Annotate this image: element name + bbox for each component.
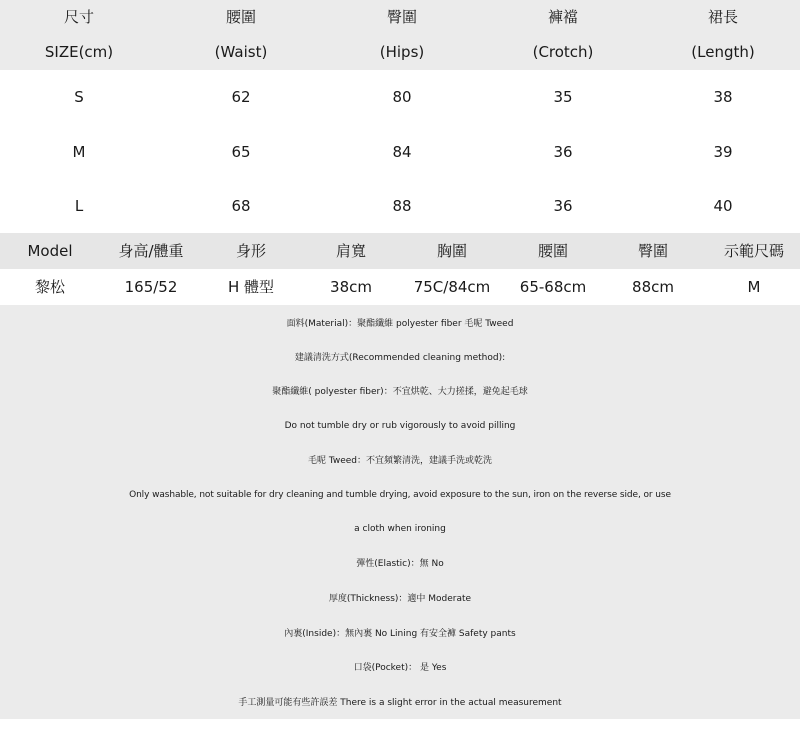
demo-size-col-header: 示範尺碼 xyxy=(723,242,785,260)
measurement-error-note: 手工測量可能有些許誤差 There is a slight error in the actual measurement xyxy=(238,698,562,708)
crotch-cell: 35 xyxy=(553,88,573,106)
hips-col-header-en: (Hips) xyxy=(379,43,425,61)
lining-line: 內裏(Inside)：無內裏 No Lining 有安全褲 Safety pants xyxy=(284,629,516,639)
size-col-header-en: SIZE(cm) xyxy=(44,43,114,61)
length-cell: 38 xyxy=(713,88,733,106)
waist-col-header-en: (Waist) xyxy=(214,43,268,61)
size-header-zh-row xyxy=(0,0,800,35)
crotch-cell: 36 xyxy=(553,197,573,215)
model-col-header: Model xyxy=(27,242,73,260)
hips-cell: 84 xyxy=(392,143,412,161)
size-header-en-row xyxy=(0,35,800,70)
size-table-body xyxy=(0,70,800,233)
washing-note-line-cont: a cloth when ironing xyxy=(354,524,446,534)
crotch-col-header: 褲襠 xyxy=(547,8,579,26)
cleaning-method-title: 建議清洗方式(Recommended cleaning method): xyxy=(294,353,506,363)
model-table-row xyxy=(0,269,800,305)
table-row xyxy=(0,70,800,124)
size-cell: S xyxy=(74,88,84,106)
length-col-header: 裙長 xyxy=(707,8,739,26)
hips-col-header: 臀圍 xyxy=(637,242,669,260)
length-cell: 40 xyxy=(713,197,733,215)
model-table-header xyxy=(0,233,800,269)
model-name-cell: 黎松 xyxy=(34,278,66,296)
material-line: 面料(Material)：聚酯纖維 polyester fiber 毛呢 Tweed xyxy=(286,319,514,329)
demo-size-cell: M xyxy=(747,278,761,296)
washing-note-line: Only washable, not suitable for dry cleaning and tumble drying, avoid exposure to the sun, iron on the reverse side, or use xyxy=(129,490,671,500)
hips-cell: 80 xyxy=(392,88,412,106)
length-cell: 39 xyxy=(713,143,733,161)
elastic-line: 彈性(Elastic)：無 No xyxy=(356,559,444,569)
waist-cell: 68 xyxy=(231,197,251,215)
hips-cell: 88cm xyxy=(632,278,674,296)
hips-cell: 88 xyxy=(392,197,412,215)
pocket-line: 口袋(Pocket)： 是 Yes xyxy=(353,663,447,673)
hips-col-header: 臀圍 xyxy=(386,8,418,26)
waist-cell: 65 xyxy=(231,143,251,161)
body-shape-col-header: 身形 xyxy=(235,242,267,260)
size-col-header: 尺寸 xyxy=(63,8,95,26)
shoulder-cell: 38cm xyxy=(330,278,372,296)
height-weight-col-header: 身高/體重 xyxy=(118,242,184,260)
product-info-block xyxy=(0,305,800,719)
shoulder-col-header: 肩寬 xyxy=(335,242,367,260)
tweed-care-line: 毛呢 Tweed：不宜頻繁清洗，建議手洗或乾洗 xyxy=(307,456,493,466)
height-weight-cell: 165/52 xyxy=(124,278,178,296)
polyester-care-en-line: Do not tumble dry or rub vigorously to avoid pilling xyxy=(284,421,516,431)
size-cell: M xyxy=(72,143,86,161)
waist-col-header: 腰圍 xyxy=(225,8,257,26)
crotch-col-header-en: (Crotch) xyxy=(532,43,594,61)
table-row xyxy=(0,125,800,179)
polyester-care-line: 聚酯纖維( polyester fiber)：不宜烘乾、大力搓揉，避免起毛球 xyxy=(272,387,528,397)
bust-cell: 75C/84cm xyxy=(413,278,491,296)
waist-cell: 62 xyxy=(231,88,251,106)
waist-cell: 65-68cm xyxy=(519,278,587,296)
thickness-line: 厚度(Thickness)：適中 Moderate xyxy=(328,594,472,604)
size-table-header xyxy=(0,0,800,70)
size-cell: L xyxy=(74,197,84,215)
length-col-header-en: (Length) xyxy=(691,43,755,61)
table-row xyxy=(0,179,800,233)
waist-col-header: 腰圍 xyxy=(537,242,569,260)
bust-col-header: 胸圍 xyxy=(436,242,468,260)
body-shape-cell: H 體型 xyxy=(227,278,275,296)
crotch-cell: 36 xyxy=(553,143,573,161)
